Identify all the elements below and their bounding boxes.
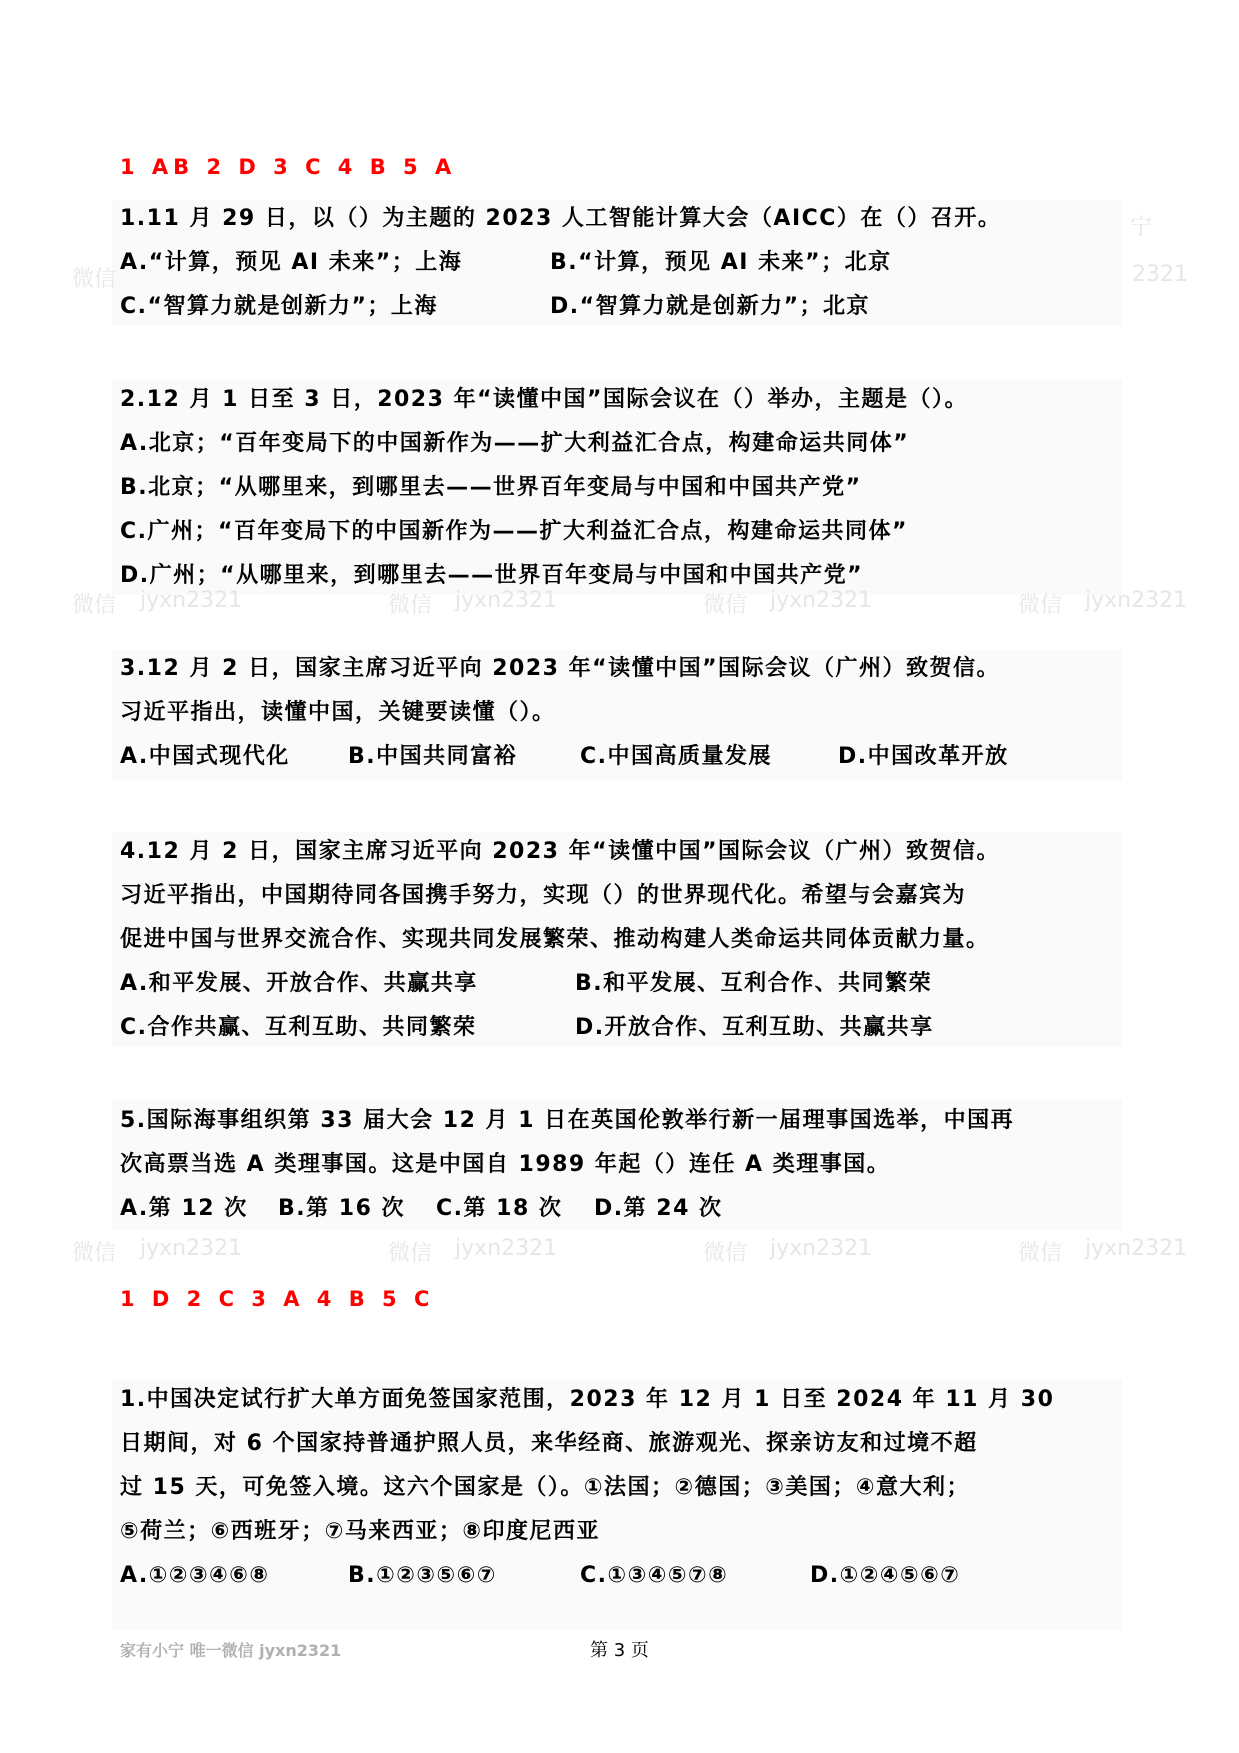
option: C.①③④⑤⑦⑧ bbox=[580, 1563, 729, 1588]
option: D.“智算力就是创新力”；北京 bbox=[550, 294, 871, 319]
question-text: 促进中国与世界交流合作、实现共同发展繁荣、推动构建人类命运共同体贡献力量。 bbox=[120, 927, 990, 952]
option: D.第 24 次 bbox=[594, 1196, 723, 1221]
option: A.北京；“百年变局下的中国新作为——扩大利益汇合点，构建命运共同体” bbox=[120, 431, 910, 456]
question-text: 日期间，对 6 个国家持普通护照人员，来华经商、旅游观光、探亲访友和过境不超 bbox=[120, 1431, 978, 1456]
watermark: jyxn2321 bbox=[1085, 588, 1188, 613]
option: A.中国式现代化 bbox=[120, 744, 290, 769]
watermark: 微信 bbox=[72, 267, 117, 292]
option: A.“计算，预见 AI 未来”；上海 bbox=[120, 250, 463, 275]
question-text: 习近平指出，中国期待同各国携手努力，实现（）的世界现代化。希望与会嘉宾为 bbox=[120, 883, 967, 908]
question-text: 过 15 天，可免签入境。这六个国家是（）。①法国；②德国；③美国；④意大利； bbox=[120, 1475, 970, 1500]
option-row bbox=[120, 1195, 723, 1223]
question-text: 习近平指出，读懂中国，关键要读懂（）。 bbox=[120, 700, 556, 725]
answer-key: 1 D 2 C 3 A 4 B 5 C bbox=[120, 1287, 435, 1311]
question-text: 4.12 月 2 日，国家主席习近平向 2023 年“读懂中国”国际会议（广州）致贺信。 bbox=[120, 839, 1001, 864]
watermark: jyxn2321 bbox=[140, 588, 243, 613]
page-number: 第 3 页 bbox=[590, 1640, 649, 1661]
watermark: jyxn2321 bbox=[455, 588, 558, 613]
option: B.和平发展、互利合作、共同繁荣 bbox=[575, 971, 933, 996]
option: A.和平发展、开放合作、共赢共享 bbox=[120, 971, 478, 996]
question-text: 2.12 月 1 日至 3 日，2023 年“读懂中国”国际会议在（）举办，主题是（）。 bbox=[120, 387, 969, 412]
watermark: 宁 bbox=[1130, 215, 1153, 240]
option: C.广州；“百年变局下的中国新作为——扩大利益汇合点，构建命运共同体” bbox=[120, 519, 908, 544]
option: A.①②③④⑥⑧ bbox=[120, 1563, 270, 1588]
footer-watermark: 家有小宁 唯一微信 jyxn2321 bbox=[120, 1641, 342, 1660]
question-text: 1.中国决定试行扩大单方面免签国家范围，2023 年 12 月 1 日至 2024 年 11 月 30 bbox=[120, 1387, 1055, 1412]
watermark: 微信 bbox=[72, 593, 117, 618]
option: D.广州；“从哪里来，到哪里去——世界百年变局与中国和中国共产党” bbox=[120, 563, 864, 588]
option-row bbox=[120, 293, 870, 321]
option: B.第 16 次 bbox=[278, 1196, 406, 1221]
option: B.“计算，预见 AI 未来”；北京 bbox=[550, 250, 892, 275]
answer-key: 1 AB 2 D 3 C 4 B 5 A bbox=[120, 155, 457, 179]
watermark: jyxn2321 bbox=[1085, 1236, 1188, 1261]
option-row bbox=[120, 1562, 960, 1590]
watermark: 微信 bbox=[72, 1241, 117, 1266]
option-row bbox=[120, 1014, 934, 1042]
question-text: 1.11 月 29 日，以（）为主题的 2023 人工智能计算大会（AICC）在（）召开。 bbox=[120, 206, 1002, 231]
option: C.合作共赢、互利互助、共同繁荣 bbox=[120, 1015, 477, 1040]
option: D.开放合作、互利互助、共赢共享 bbox=[575, 1015, 934, 1040]
question-text: ⑤荷兰；⑥西班牙；⑦马来西亚；⑧印度尼西亚 bbox=[120, 1519, 601, 1544]
watermark: jyxn2321 bbox=[770, 588, 873, 613]
option: D.中国改革开放 bbox=[838, 744, 1009, 769]
watermark: 2321 bbox=[1132, 262, 1188, 287]
watermark: 微信 bbox=[1018, 593, 1063, 618]
watermark: 微信 bbox=[388, 593, 433, 618]
question-text: 3.12 月 2 日，国家主席习近平向 2023 年“读懂中国”国际会议（广州）致贺信。 bbox=[120, 656, 1001, 681]
watermark: 微信 bbox=[388, 1241, 433, 1266]
question-text: 次高票当选 A 类理事国。这是中国自 1989 年起（）连任 A 类理事国。 bbox=[120, 1152, 891, 1177]
option: B.北京；“从哪里来，到哪里去——世界百年变局与中国和中国共产党” bbox=[120, 475, 862, 500]
watermark: jyxn2321 bbox=[140, 1236, 243, 1261]
watermark: jyxn2321 bbox=[455, 1236, 558, 1261]
option: C.第 18 次 bbox=[436, 1196, 563, 1221]
question-background bbox=[112, 1380, 1122, 1630]
option: C.中国高质量发展 bbox=[580, 744, 773, 769]
option: D.①②④⑤⑥⑦ bbox=[810, 1563, 961, 1588]
watermark: 微信 bbox=[703, 1241, 748, 1266]
option: C.“智算力就是创新力”；上海 bbox=[120, 294, 438, 319]
option-row bbox=[120, 249, 892, 277]
option-row bbox=[120, 970, 932, 998]
option: A.第 12 次 bbox=[120, 1196, 248, 1221]
option: B.①②③⑤⑥⑦ bbox=[348, 1563, 497, 1588]
watermark: 微信 bbox=[703, 593, 748, 618]
option: B.中国共同富裕 bbox=[348, 744, 518, 769]
question-text: 5.国际海事组织第 33 届大会 12 月 1 日在英国伦敦举行新一届理事国选举，中国再 bbox=[120, 1108, 1015, 1133]
watermark: 微信 bbox=[1018, 1241, 1063, 1266]
watermark: jyxn2321 bbox=[770, 1236, 873, 1261]
option-row bbox=[120, 743, 1009, 771]
